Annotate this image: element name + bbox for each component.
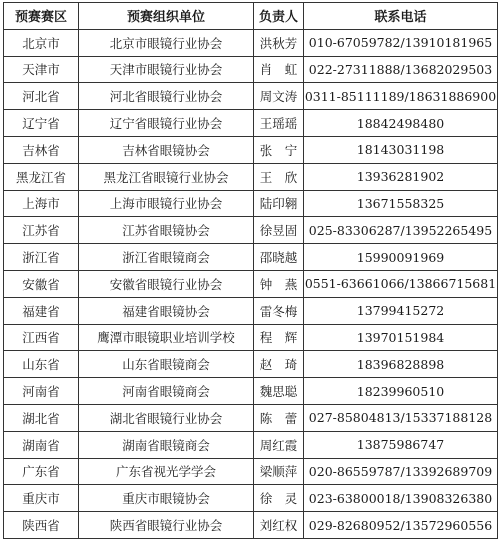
table-row: [4, 431, 498, 458]
header-contact-person: 负责人: [254, 3, 304, 30]
phone-cell: 027-85804813/15337188128: [304, 404, 498, 431]
phone-cell: 022-27311888/13682029503: [304, 56, 498, 83]
contact-person-cell: 魏思聪: [254, 378, 304, 405]
table-row: [4, 404, 498, 431]
contact-person-cell: 王瑶瑶: [254, 110, 304, 137]
organizer-cell: 福建省眼镜协会: [79, 297, 254, 324]
phone-cell: 0551-63661066/13866715681: [304, 270, 498, 297]
header-row: [4, 3, 498, 30]
contact-person-cell: 张 宁: [254, 136, 304, 163]
region-cell: 江西省: [4, 324, 79, 351]
table-row: [4, 512, 498, 539]
table-body: [4, 29, 498, 538]
organizer-cell: 山东省眼镜商会: [79, 351, 254, 378]
region-cell: 河北省: [4, 83, 79, 110]
organizer-cell: 上海市眼镜行业协会: [79, 190, 254, 217]
table-row: [4, 29, 498, 56]
organizer-cell: 重庆市眼镜协会: [79, 485, 254, 512]
table-row: [4, 83, 498, 110]
table-row: [4, 110, 498, 137]
phone-cell: 025-83306287/13952265495: [304, 217, 498, 244]
table-row: [4, 351, 498, 378]
region-cell: 北京市: [4, 29, 79, 56]
region-cell: 安徽省: [4, 270, 79, 297]
contact-person-cell: 梁顺萍: [254, 458, 304, 485]
table-row: [4, 190, 498, 217]
phone-cell: 18396828898: [304, 351, 498, 378]
contact-person-cell: 刘红权: [254, 512, 304, 539]
region-cell: 湖北省: [4, 404, 79, 431]
phone-cell: 13799415272: [304, 297, 498, 324]
organizer-cell: 天津市眼镜行业协会: [79, 56, 254, 83]
organizer-cell: 安徽省眼镜行业协会: [79, 270, 254, 297]
organizer-cell: 江苏省眼镜协会: [79, 217, 254, 244]
region-cell: 广东省: [4, 458, 79, 485]
organizer-cell: 辽宁省眼镜行业协会: [79, 110, 254, 137]
contact-person-cell: 程 辉: [254, 324, 304, 351]
table-row: [4, 324, 498, 351]
contact-person-cell: 王 欣: [254, 163, 304, 190]
phone-cell: 13875986747: [304, 431, 498, 458]
region-cell: 吉林省: [4, 136, 79, 163]
table-row: [4, 56, 498, 83]
contact-person-cell: 周红霞: [254, 431, 304, 458]
phone-cell: 020-86559787/13392689709: [304, 458, 498, 485]
header-phone: 联系电话: [304, 3, 498, 30]
phone-cell: 18239960510: [304, 378, 498, 405]
organizer-cell: 北京市眼镜行业协会: [79, 29, 254, 56]
organizer-cell: 河南省眼镜商会: [79, 378, 254, 405]
organizer-cell: 湖北省眼镜行业协会: [79, 404, 254, 431]
phone-cell: 029-82680952/13572960556: [304, 512, 498, 539]
table-row: [4, 297, 498, 324]
region-cell: 江苏省: [4, 217, 79, 244]
contact-person-cell: 徐 灵: [254, 485, 304, 512]
region-cell: 陕西省: [4, 512, 79, 539]
contact-person-cell: 雷冬梅: [254, 297, 304, 324]
table-row: [4, 217, 498, 244]
table-row: [4, 163, 498, 190]
region-cell: 上海市: [4, 190, 79, 217]
phone-cell: 0311-85111189/18631886900: [304, 83, 498, 110]
region-cell: 天津市: [4, 56, 79, 83]
organizer-cell: 河北省眼镜行业协会: [79, 83, 254, 110]
region-cell: 湖南省: [4, 431, 79, 458]
organizer-cell: 鹰潭市眼镜职业培训学校: [79, 324, 254, 351]
organizer-cell: 浙江省眼镜商会: [79, 244, 254, 271]
table-row: [4, 244, 498, 271]
contact-person-cell: 赵 琦: [254, 351, 304, 378]
region-cell: 福建省: [4, 297, 79, 324]
phone-cell: 18143031198: [304, 136, 498, 163]
region-cell: 河南省: [4, 378, 79, 405]
phone-cell: 13671558325: [304, 190, 498, 217]
region-cell: 山东省: [4, 351, 79, 378]
contact-person-cell: 钟 燕: [254, 270, 304, 297]
header-organizer: 预赛组织单位: [79, 3, 254, 30]
contact-person-cell: 邵晓越: [254, 244, 304, 271]
contact-person-cell: 肖 虹: [254, 56, 304, 83]
table-row: [4, 378, 498, 405]
organizer-cell: 黑龙江省眼镜行业协会: [79, 163, 254, 190]
organizer-cell: 陕西省眼镜行业协会: [79, 512, 254, 539]
organizer-cell: 湖南省眼镜商会: [79, 431, 254, 458]
contact-person-cell: 周文涛: [254, 83, 304, 110]
region-cell: 辽宁省: [4, 110, 79, 137]
phone-cell: 13970151984: [304, 324, 498, 351]
phone-cell: 13936281902: [304, 163, 498, 190]
region-cell: 黑龙江省: [4, 163, 79, 190]
contact-table: [3, 2, 498, 539]
contact-person-cell: 洪秋芳: [254, 29, 304, 56]
table-row: [4, 485, 498, 512]
table-row: [4, 270, 498, 297]
region-cell: 浙江省: [4, 244, 79, 271]
organizer-cell: 吉林省眼镜协会: [79, 136, 254, 163]
table-header: [4, 3, 498, 30]
contact-person-cell: 陈 蕾: [254, 404, 304, 431]
organizer-cell: 广东省视光学学会: [79, 458, 254, 485]
phone-cell: 023-63800018/13908326380: [304, 485, 498, 512]
contact-person-cell: 徐昱固: [254, 217, 304, 244]
header-region: 预赛赛区: [4, 3, 79, 30]
phone-cell: 15990091969: [304, 244, 498, 271]
table-row: [4, 136, 498, 163]
phone-cell: 18842498480: [304, 110, 498, 137]
table-row: [4, 458, 498, 485]
region-cell: 重庆市: [4, 485, 79, 512]
phone-cell: 010-67059782/13910181965: [304, 29, 498, 56]
contact-person-cell: 陆印翱: [254, 190, 304, 217]
